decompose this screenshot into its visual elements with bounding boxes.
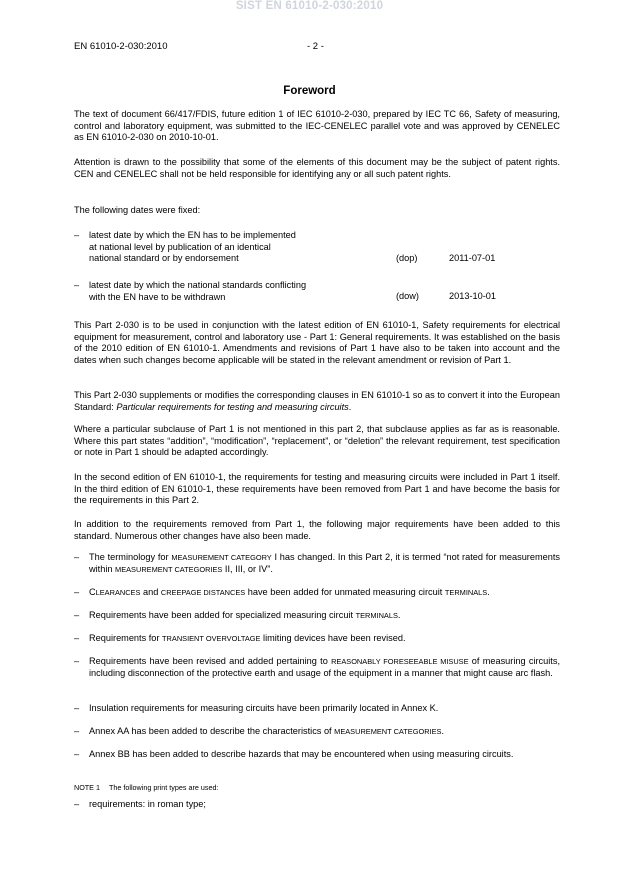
paragraph-patent: Attention is drawn to the possibility that some of the elements of this document may be the subject of patent rights. CEN and CENELEC shall not be held responsible for identifying any or all such patent rights. bbox=[74, 157, 560, 179]
standard-title-italic: Particular requirements for testing and measuring circuits bbox=[116, 401, 349, 412]
list-item-text: Annex BB has been added to describe hazards that may be encountered when using measuring circuits. bbox=[89, 749, 514, 759]
date-item-description bbox=[89, 280, 389, 303]
list-dash: – bbox=[74, 633, 80, 643]
list-dash: – bbox=[74, 799, 80, 809]
list-dash: – bbox=[74, 230, 80, 240]
date-item-line: latest date by which the EN has to be implemented bbox=[89, 230, 296, 240]
date-item-line: at national level by publication of an identical bbox=[89, 241, 271, 252]
term-smallcaps: MEASUREMENT CATEGORY bbox=[171, 553, 272, 562]
date-item-description bbox=[89, 230, 389, 265]
text: Requirements for bbox=[89, 633, 163, 643]
list-dash: – bbox=[74, 280, 80, 290]
list-dash: – bbox=[74, 610, 80, 620]
text: have been added for unmated measuring circuit bbox=[245, 587, 445, 597]
term-smallcaps: LEARANCES bbox=[95, 588, 141, 597]
list-item bbox=[74, 703, 560, 715]
term-smallcaps: REASONABLY FORESEEABLE MISUSE bbox=[331, 657, 469, 666]
list-item-text: requirements: in roman type; bbox=[89, 799, 206, 809]
list-item-text: Insulation requirements for measuring circuits have been primarily located in Annex K. bbox=[89, 703, 439, 713]
list-dash: – bbox=[74, 726, 80, 736]
list-item-text bbox=[89, 552, 560, 575]
list-dash: – bbox=[74, 749, 80, 759]
text: . bbox=[348, 401, 352, 412]
list-item-text bbox=[89, 587, 560, 599]
text: I has changed. In this Part 2, it is termed “not rated for measurements within bbox=[89, 552, 560, 574]
text: II, III, or IV”. bbox=[222, 563, 273, 574]
date-item-line: latest date by which the national standards conflicting bbox=[89, 280, 307, 290]
paragraph-dates-intro: The following dates were fixed: bbox=[74, 205, 201, 215]
date-item-line: national standard or by endorsement bbox=[89, 253, 239, 264]
paragraph-subclause: Where a particular subclause of Part 1 is not mentioned in this part 2, that subclause applies as far as is reasonable. Where this part states “addition”, “modification”, “replacement”, or “deletion” the relevant requirement, test specification or note in Part 1 should be adapted accordingly. bbox=[74, 424, 560, 458]
term-smallcaps: MEASUREMENT CATEGORIES bbox=[115, 564, 223, 574]
term-smallcaps: CREEPAGE DISTANCES bbox=[160, 588, 246, 597]
text: limiting devices have been revised. bbox=[260, 633, 406, 643]
header-page-number: - 2 - bbox=[307, 41, 324, 52]
note-label: NOTE 1 bbox=[74, 783, 100, 792]
date-item-line: with the EN have to be withdrawn bbox=[89, 291, 226, 302]
text: The terminology for bbox=[89, 552, 172, 562]
list-item bbox=[74, 656, 560, 679]
paragraph-conjunction: This Part 2-030 is to be used in conjunction with the latest edition of EN 61010-1, Safety requirements for electrical equipment for measurement, control and laboratory use - Part 1: General requirements. It was established on the basis of the 2010 edition of EN 61010-1. Amendments and revisions of Part 1 have also to be taken into account and the dates when such changes become applicable will be stated in the relevant amendment or revision of Part 1. bbox=[74, 320, 560, 365]
watermark: SIST EN 61010-2-030:2010 bbox=[235, 0, 384, 12]
text: This Part 2-030 supplements or modifies the corresponding clauses in EN 61010-1 so as to convert it into the European Standard: bbox=[74, 390, 560, 412]
paragraph-editions: In the second edition of EN 61010-1, the requirements for testing and measuring circuits were included in Part 1 itself. In the third edition of EN 61010-1, these requirements have been removed from Part 1 and have become the basis for the requirements in this Part 2. bbox=[74, 472, 560, 506]
text: Requirements have been added for specialized measuring circuit bbox=[89, 610, 356, 620]
date-value: 2011-07-01 bbox=[449, 253, 496, 263]
text: Requirements have been revised and added pertaining to bbox=[89, 656, 332, 666]
list-item bbox=[74, 552, 560, 575]
list-item bbox=[74, 633, 560, 645]
paragraph-supplements bbox=[74, 390, 560, 413]
list-dash: – bbox=[74, 656, 80, 666]
text: C bbox=[89, 587, 96, 597]
paragraph-intro: The text of document 66/417/FDIS, future edition 1 of IEC 61010-2-030, prepared by IEC TC 66, Safety of measuring, control and laboratory equipment, was submitted to the IEC-CENELEC parallel vote and was approved by CENELEC as EN 61010-2-030 on 2010-10-01. bbox=[74, 109, 560, 143]
note-text: The following print types are used: bbox=[108, 783, 219, 792]
text: . bbox=[397, 610, 401, 620]
list-item bbox=[74, 726, 560, 738]
list-item bbox=[74, 749, 560, 761]
list-item-text bbox=[89, 726, 560, 738]
text: . bbox=[487, 587, 490, 597]
page-title: Foreword bbox=[283, 85, 336, 97]
list-item bbox=[74, 587, 560, 599]
list-item-text bbox=[89, 633, 560, 645]
note bbox=[74, 783, 218, 792]
list-item bbox=[74, 610, 560, 622]
term-smallcaps: TERMINALS bbox=[444, 588, 488, 597]
date-code: (dow) bbox=[396, 291, 419, 301]
text: of measuring circuits, including disconnection of the protective earth and usage of the equipment in a manner that might cause arc flash. bbox=[89, 656, 560, 678]
list-item bbox=[74, 799, 560, 811]
date-code: (dop) bbox=[396, 253, 418, 263]
term-smallcaps: TRANSIENT OVERVOLTAGE bbox=[162, 634, 261, 643]
term-smallcaps: TERMINALS bbox=[355, 611, 398, 620]
list-item-text bbox=[89, 656, 560, 679]
list-dash: – bbox=[74, 703, 80, 713]
date-value: 2013-10-01 bbox=[449, 291, 496, 301]
list-dash: – bbox=[74, 587, 80, 597]
text: Annex AA has been added to describe the characteristics of bbox=[89, 726, 335, 736]
text: and bbox=[140, 587, 161, 597]
list-dash: – bbox=[74, 552, 80, 562]
paragraph-additions: In addition to the requirements removed from Part 1, the following major requirements have been added to this standard. Numerous other changes have also been made. bbox=[74, 519, 560, 541]
term-smallcaps: MEASUREMENT CATEGORIES bbox=[334, 727, 442, 736]
text: . bbox=[441, 726, 445, 736]
list-item-text bbox=[89, 610, 560, 622]
header-doc-id: EN 61010-2-030:2010 bbox=[74, 41, 168, 52]
